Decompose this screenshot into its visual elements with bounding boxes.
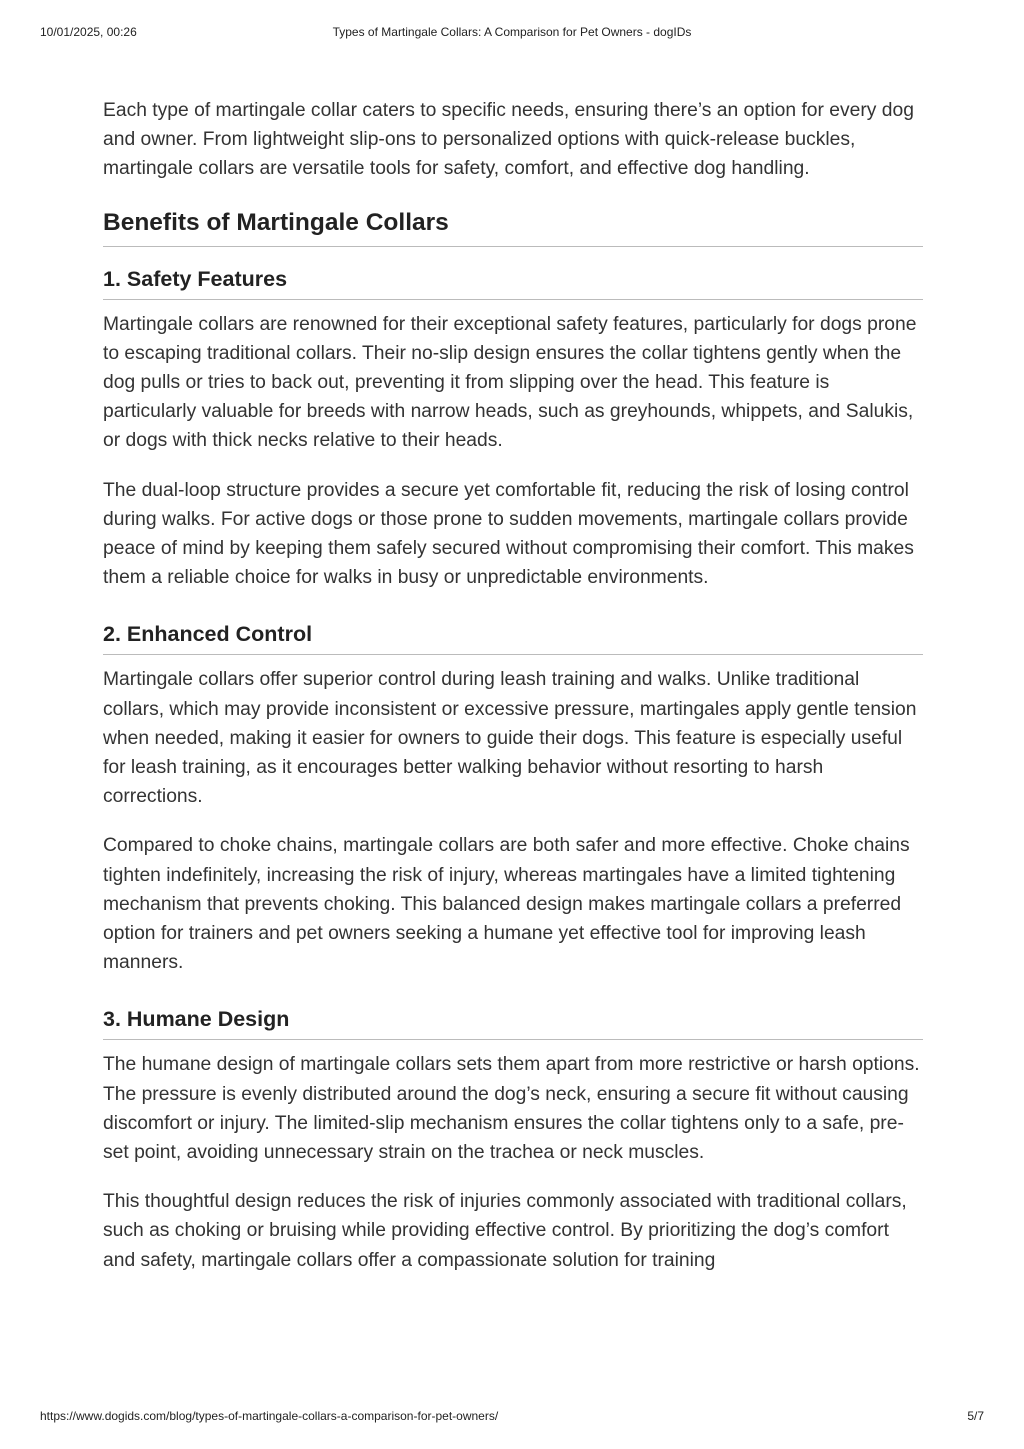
article-content [103,96,923,1303]
section-paragraph: Martingale collars are renowned for their exceptional safety features, particularly for dogs prone to escaping traditional collars. Their no-slip design ensures the collar tightens gently when the dog pulls or tries to back out, preventing it from slipping over the head. This feature is particularly valuable for breeds with narrow heads, such as greyhounds, whippets, and Salukis, or dogs with thick necks relative to their heads. [103,313,917,452]
section-paragraph: The humane design of martingale collars sets them apart from more restrictive or harsh options. The pressure is evenly distributed around the dog’s neck, ensuring a secure fit without causing discomfort or injury. The limited-slip mechanism ensures the collar tightens only to a safe, pre-set point, avoiding unnecessary strain on the trachea or neck muscles. [103,1054,920,1164]
section-paragraph: Martingale collars offer superior control during leash training and walks. Unlike traditional collars, which may provide inconsistent or excessive pressure, martingales apply gentle tension when needed, making it easier for owners to guide their dogs. This feature is especially useful for leash training, as it encourages better walking behavior without resorting to harsh corrections. [103,669,917,808]
page-number: 5/7 [967,1409,984,1423]
intro-paragraph: Each type of martingale collar caters to specific needs, ensuring there’s an option for every dog and owner. From lightweight slip-ons to personalized options with quick-release buckles, martingale collars are versatile tools for safety, comfort, and effective dog handling. [103,100,914,180]
benefits-heading: Benefits of Martingale Collars [103,208,923,247]
section-enhanced-control [103,620,923,977]
section-heading: 2. Enhanced Control [103,620,923,655]
print-page-title: Types of Martingale Collars: A Comparison for Pet Owners - dogIDs [332,25,692,39]
section-humane-design [103,1005,923,1274]
section-paragraph: This thoughtful design reduces the risk of injuries commonly associated with traditional collars, such as choking or bruising while providing effective control. By prioritizing the dog’s comfort and safety, martingale collars offer a compassionate solution for training [103,1191,907,1271]
section-heading: 3. Humane Design [103,1005,923,1040]
section-safety-features [103,265,923,593]
section-heading: 1. Safety Features [103,265,923,300]
section-paragraph: The dual-loop structure provides a secure yet comfortable fit, reducing the risk of losing control during walks. For active dogs or those prone to sudden movements, martingale collars provide peace of mind by keeping them safely secured without compromising their comfort. This makes them a reliable choice for walks in busy or unpredictable environments. [103,479,914,589]
page-url: https://www.dogids.com/blog/types-of-martingale-collars-a-comparison-for-pet-owners/ [40,1409,499,1423]
print-footer [40,1409,984,1427]
print-datetime: 10/01/2025, 00:26 [40,25,137,39]
section-paragraph: Compared to choke chains, martingale collars are both safer and more effective. Choke chains tighten indefinitely, increasing the risk of injury, whereas martingales have a limited tightening mechanism that prevents choking. This balanced design makes martingale collars a preferred option for trainers and pet owners seeking a humane yet effective tool for improving leash manners. [103,835,910,974]
print-header [40,25,984,43]
